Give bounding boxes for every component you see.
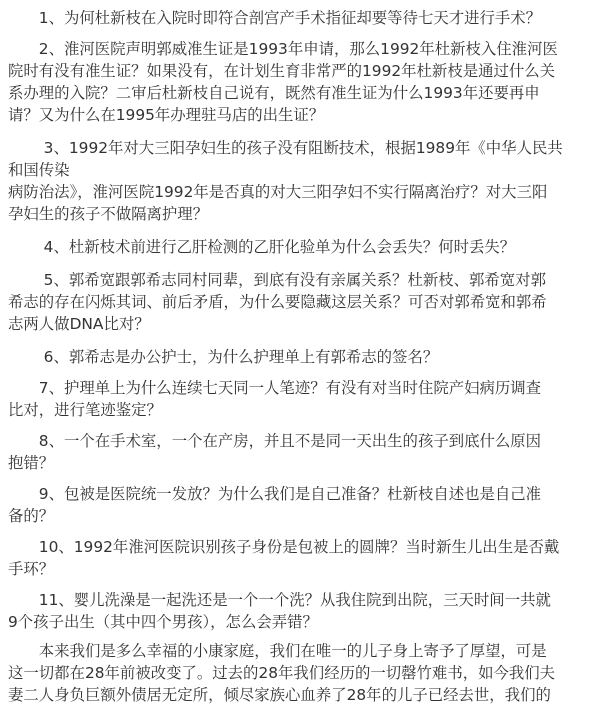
text-line: 院时有没有准生证？如果没有，在计划生育非常严的1992年杜新枝是通过什么关: [8, 62, 556, 80]
text-line: 这一切都在28年前被改变了。过去的28年我们经历的一切罄竹难书，如今我们夫: [8, 664, 556, 682]
question-1: [8, 7, 582, 29]
question-7: [8, 377, 582, 421]
text-line: 比对，进行笔迹鉴定？: [8, 401, 162, 419]
question-2: [8, 38, 582, 126]
text-line: 4、杜新枝术前进行乙肝检测的乙肝化验单为什么会丢失？何时丢失？: [8, 238, 516, 256]
question-4: [8, 236, 582, 258]
text-line: 1、为何杜新枝在入院时即符合剖宫产手术指征却要等待七天才进行手术？: [8, 9, 542, 27]
text-line: 备的？: [8, 507, 55, 525]
text-line: 5、郭希宽跟郭希志同村同辈，到底有没有亲属关系？杜新枝、郭希宽对郭: [8, 271, 546, 289]
text-line: 病防治法》，淮河医院1992年是否真的对大三阳孕妇不实行隔离治疗？对大三阳: [8, 183, 548, 201]
question-8: [8, 430, 582, 474]
text-line: 10、1992年淮河医院识别孩子身份是包被上的圆牌？当时新生儿出生是否戴: [8, 538, 560, 556]
text-line: 2、淮河医院声明郭威准生证是1993年申请，那么1992年杜新枝入住淮河医: [8, 40, 558, 58]
question-11: [8, 589, 582, 633]
text-line: 志两人做DNA比对？: [8, 315, 150, 333]
question-10: [8, 536, 582, 580]
text-line: 妻二人身负巨额外债居无定所，倾尽家族心血养了28年的儿子已经去世，我们的: [8, 686, 551, 704]
text-line: 3、1992年对大三阳孕妇生的孩子没有阻断技术，根据1989年《中华人民共: [8, 139, 563, 157]
text-line: 本来我们是多么幸福的小康家庭，我们在唯一的儿子身上寄予了厚望，可是: [8, 642, 547, 660]
text-line: 11、婴儿洗澡是一起洗还是一个一个洗？从我住院到出院，三天时间一共就: [8, 591, 551, 609]
text-line: 希志的存在闪烁其词、前后矛盾，为什么要隐藏这层关系？可否对郭希宽和郭希: [8, 293, 547, 311]
text-line: 手环？: [8, 560, 55, 578]
text-line: 抱错？: [8, 454, 55, 472]
text-line: 9、包被是医院统一发放？为什么我们是自己准备？杜新枝自述也是自己准: [8, 485, 542, 503]
question-6: [8, 346, 582, 368]
text-line: 请？又为什么在1995年办理驻马店的出生证？: [8, 106, 325, 124]
closing-paragraph: [8, 640, 582, 706]
text-line: 6、郭希志是办公护士，为什么护理单上有郭希志的签名？: [8, 348, 439, 366]
text-line: 系办理的入院？二审后杜新枝自己说有，既然有准生证为什么1993年还要再申: [8, 84, 540, 102]
question-5: [8, 269, 582, 335]
question-9: [8, 483, 582, 527]
text-line: 7、护理单上为什么连续七天同一人笔迹？有没有对当时住院产妇病历调查: [8, 379, 542, 397]
text-line: 9个孩子出生（其中四个男孩），怎么会弄错？: [8, 613, 318, 631]
text-line: 8、一个在手术室，一个在产房，并且不是同一天出生的孩子到底什么原因: [8, 432, 542, 450]
text-line: 和国传染: [8, 161, 70, 179]
question-3: [8, 137, 582, 225]
text-line: 孕妇生的孩子不做隔离护理？: [8, 205, 209, 223]
